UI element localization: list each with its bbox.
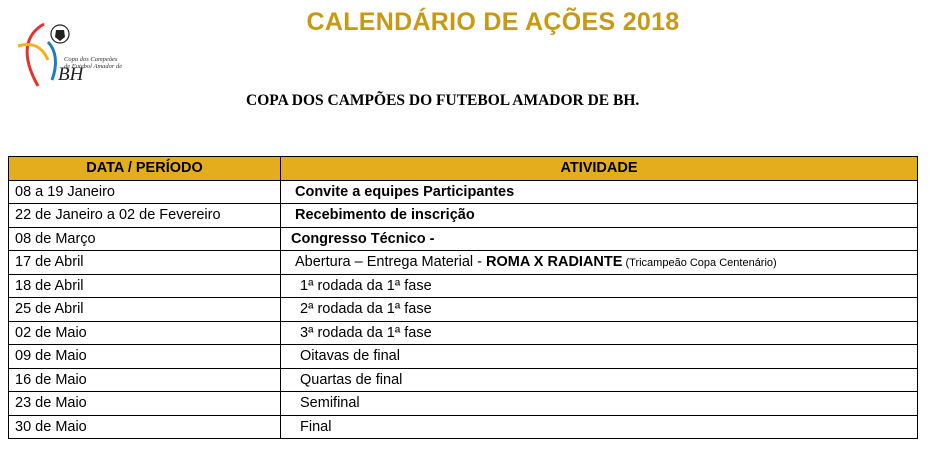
table-row	[9, 392, 918, 416]
logo-bh: BH	[58, 64, 84, 85]
row-activity: Congresso Técnico -	[281, 227, 918, 251]
row-activity: 3ª rodada da 1ª fase	[281, 321, 918, 345]
table-row	[9, 415, 918, 439]
row-activity: Final	[281, 415, 918, 439]
table-row	[9, 251, 918, 275]
row-activity: Convite a equipes Participantes	[281, 180, 918, 204]
row-date: 23 de Maio	[9, 392, 281, 416]
activity-text: Abertura – Entrega Material -	[295, 253, 487, 270]
row-date: 30 de Maio	[9, 415, 281, 439]
row-activity: 1ª rodada da 1ª fase	[281, 274, 918, 298]
logo-text-line1: Copa dos Campeões	[64, 56, 118, 63]
row-date: 08 de Março	[9, 227, 281, 251]
match-note: (Tricampeão Copa Centenário)	[622, 256, 777, 269]
table-row	[9, 345, 918, 369]
header-date: DATA / PERÍODO	[9, 157, 281, 181]
row-activity: Semifinal	[281, 392, 918, 416]
row-activity: Quartas de final	[281, 368, 918, 392]
row-date: 25 de Abril	[9, 298, 281, 322]
table-header-row	[9, 157, 918, 181]
table-row	[9, 227, 918, 251]
table-row	[9, 274, 918, 298]
match-label: ROMA X RADIANTE	[486, 253, 623, 270]
row-activity: Oitavas de final	[281, 345, 918, 369]
table-row	[9, 204, 918, 228]
page-subtitle: COPA DOS CAMPÕES DO FUTEBOL AMADOR DE BH.	[246, 92, 640, 109]
table-row	[9, 180, 918, 204]
row-activity: Recebimento de inscrição	[281, 204, 918, 228]
row-date: 08 a 19 Janeiro	[9, 180, 281, 204]
table-row	[9, 368, 918, 392]
logo-text-line2: de Futebol Amador de	[64, 63, 123, 70]
row-date: 09 de Maio	[9, 345, 281, 369]
row-date: 02 de Maio	[9, 321, 281, 345]
table-row	[9, 298, 918, 322]
row-date: 16 de Maio	[9, 368, 281, 392]
row-date: 18 de Abril	[9, 274, 281, 298]
page-title: CALENDÁRIO DE AÇÕES 2018	[306, 8, 680, 36]
row-activity: 2ª rodada da 1ª fase	[281, 298, 918, 322]
table-row	[9, 321, 918, 345]
row-date: 17 de Abril	[9, 251, 281, 275]
row-activity	[281, 251, 918, 275]
calendar-table	[8, 156, 918, 439]
row-date: 22 de Janeiro a 02 de Fevereiro	[9, 204, 281, 228]
header-activity: ATIVIDADE	[281, 157, 918, 181]
